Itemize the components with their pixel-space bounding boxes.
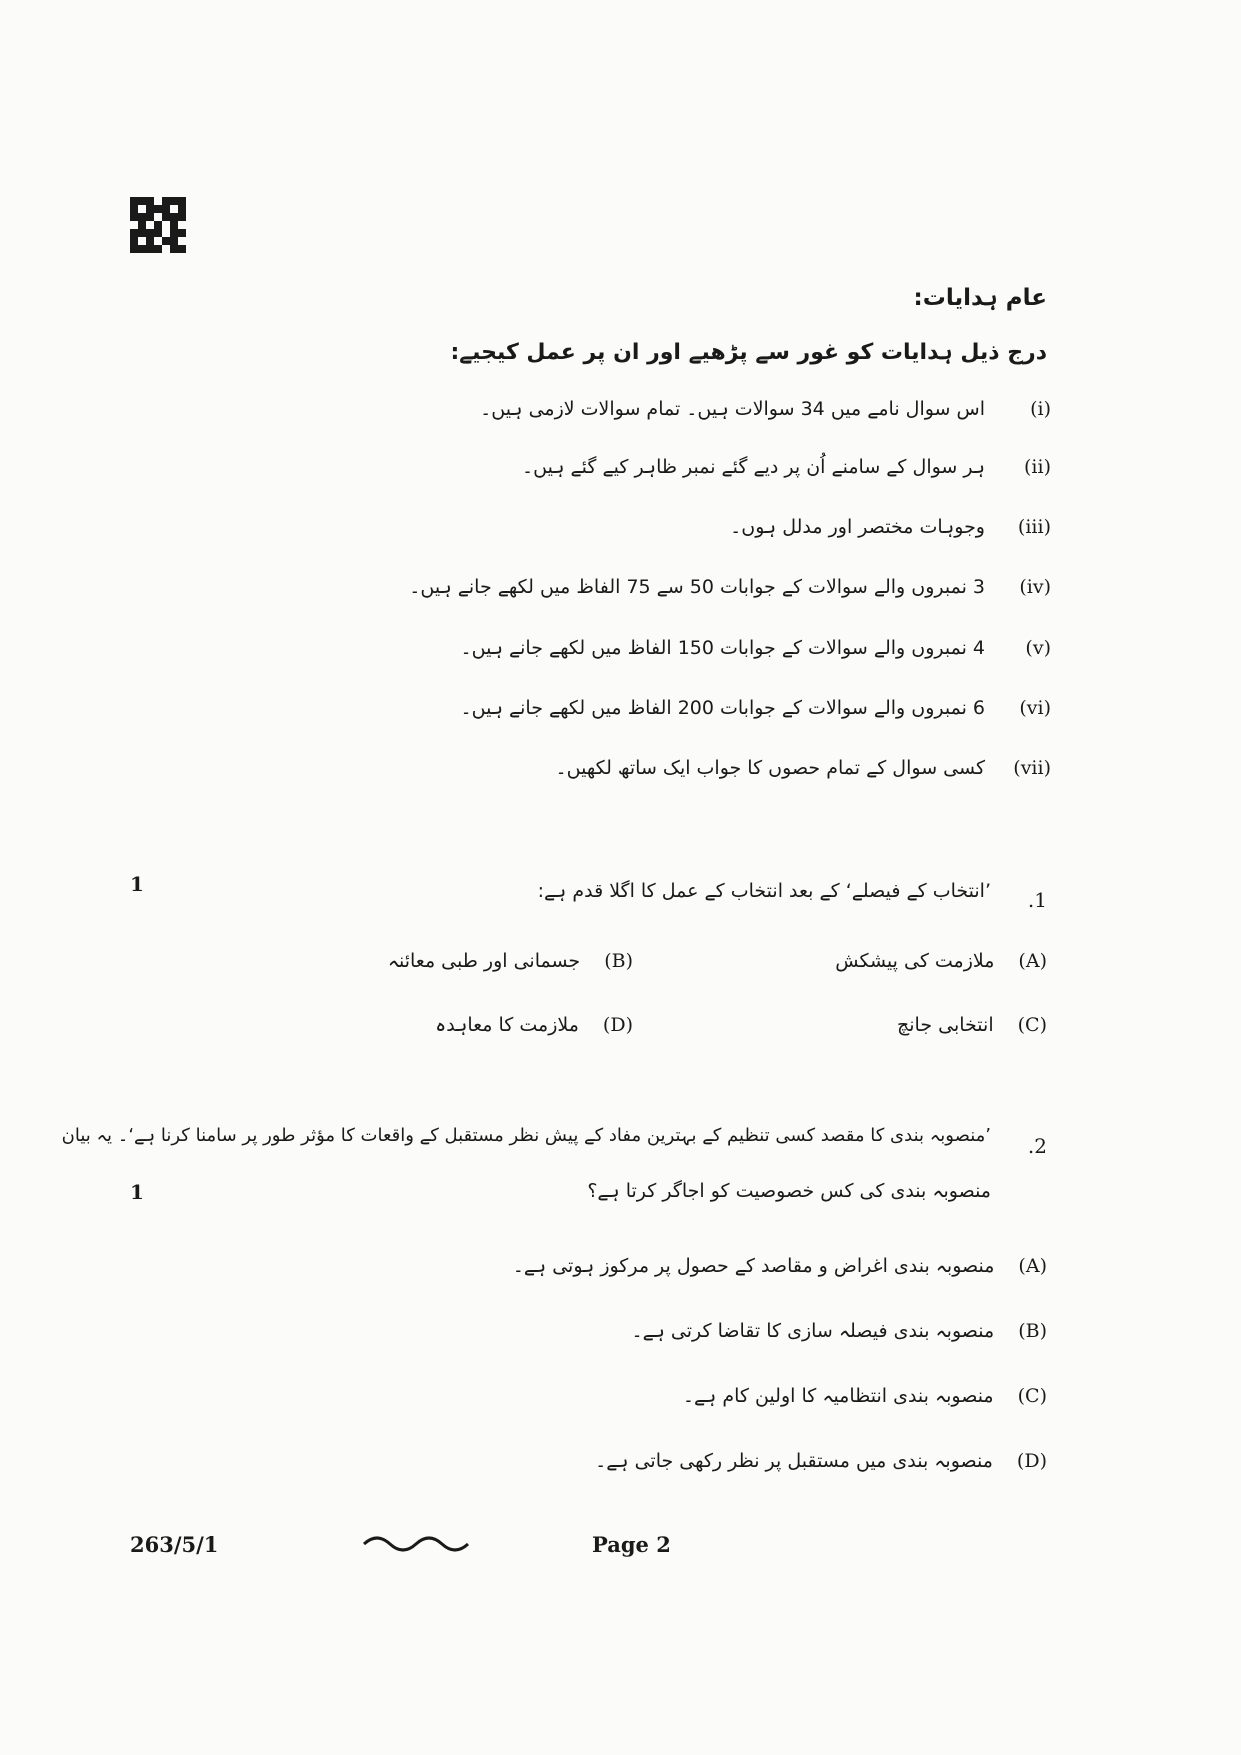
instruction-item: (i)اس سوال نامے میں 34 سوالات ہیں۔ تمام سوالات لازمی ہیں۔ [480, 398, 1051, 420]
page-number: Page 2 [592, 1532, 671, 1557]
q1-marks: 1 [130, 872, 144, 896]
instruction-item: (vii)کسی سوال کے تمام حصوں کا جواب ایک ساتھ لکھیں۔ [555, 757, 1051, 779]
instruction-item: (iii)وجوہات مختصر اور مدلل ہوں۔ [730, 516, 1051, 538]
q2-marks: 1 [130, 1180, 144, 1204]
instruction-item: (v)4 نمبروں والے سوالات کے جوابات 150 الفاظ میں لکھے جانے ہیں۔ [460, 637, 1051, 659]
q1-text: ’انتخاب کے فیصلے‘ کے بعد انتخاب کے عمل کا اگلا قدم ہے: [537, 880, 991, 902]
instruction-item: (ii)ہر سوال کے سامنے اُن پر دیے گئے نمبر ظاہر کیے گئے ہیں۔ [522, 456, 1051, 478]
instruction-item: (vi)6 نمبروں والے سوالات کے جوابات 200 الفاظ میں لکھے جانے ہیں۔ [460, 697, 1051, 719]
q1-number: .1 [1027, 888, 1047, 912]
q2-option-d: (D)منصوبہ بندی میں مستقبل پر نظر رکھی جاتی ہے۔ [595, 1450, 1047, 1472]
q2-option-a: (A)منصوبہ بندی اغراض و مقاصد کے حصول پر مرکوز ہوتی ہے۔ [512, 1255, 1047, 1277]
q1-option-b: (B)جسمانی اور طبی معائنہ [387, 950, 633, 972]
q2-option-b: (B)منصوبہ بندی فیصلہ سازی کا تقاضا کرتی ہے۔ [631, 1320, 1047, 1342]
q2-text-line1: ’منصوبہ بندی کا مقصد کسی تنظیم کے بہترین مفاد کے پیش نظر مستقبل کے واقعات کا مؤثر طور پر سامنا کرنا ہے‘۔ یہ بیان [61, 1125, 991, 1146]
wave-ornament [362, 1530, 472, 1554]
paper-code: 263/5/1 [130, 1532, 219, 1557]
general-instructions-subtitle: درج ذیل ہدایات کو غور سے پڑھیے اور ان پر عمل کیجیے: [450, 340, 1047, 365]
q2-text-line2: منصوبہ بندی کی کس خصوصیت کو اجاگر کرتا ہے؟ [587, 1180, 991, 1202]
q1-option-d: (D)ملازمت کا معاہدہ [435, 1014, 633, 1036]
q1-option-c: (C)انتخابی جانچ [897, 1014, 1047, 1036]
q2-option-c: (C)منصوبہ بندی انتظامیہ کا اولین کام ہے۔ [682, 1385, 1047, 1407]
q1-option-a: (A)ملازمت کی پیشکش [835, 950, 1047, 972]
q2-number: .2 [1027, 1134, 1047, 1158]
general-instructions-title: عام ہدایات: [913, 285, 1047, 311]
instruction-item: (iv)3 نمبروں والے سوالات کے جوابات 50 سے 75 الفاظ میں لکھے جانے ہیں۔ [409, 576, 1051, 598]
qr-code [130, 197, 186, 253]
